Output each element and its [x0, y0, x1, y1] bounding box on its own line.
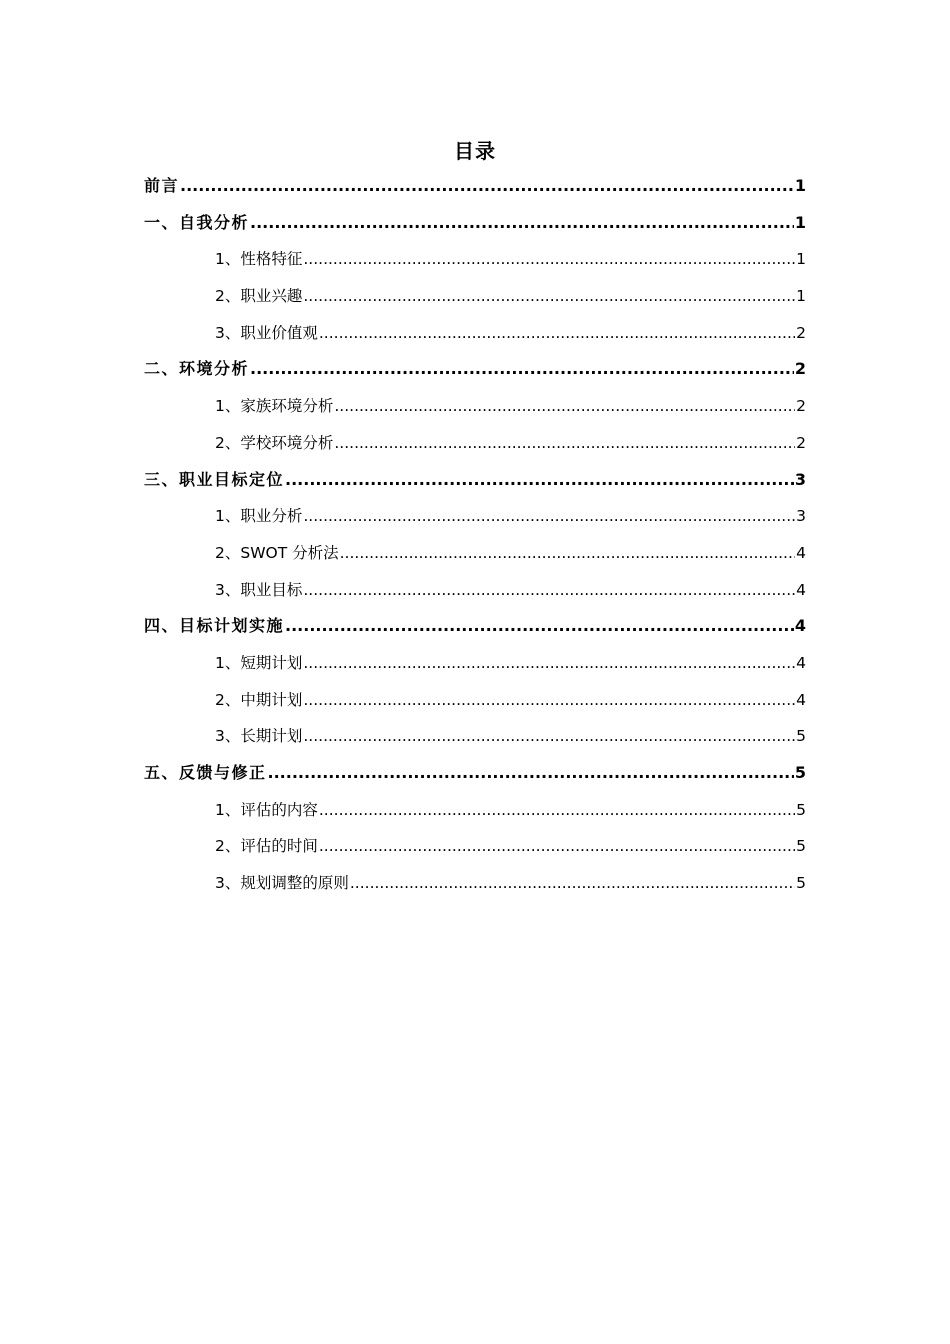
toc-entry-career-values[interactable]: [144, 315, 806, 352]
toc-entry-label: 3、职业价值观: [215, 323, 318, 342]
toc-entry-adjustment-principles[interactable]: [144, 865, 806, 902]
toc-entry-career-interest[interactable]: [144, 278, 806, 315]
toc-dot-leader: [303, 645, 795, 682]
toc-page-number: 4: [796, 690, 806, 709]
toc-dot-leader: [303, 682, 795, 719]
toc-page-number: 2: [796, 323, 806, 342]
toc-entry-career-goal-positioning[interactable]: [144, 462, 806, 499]
toc-entry-label: 三、职业目标定位: [144, 469, 285, 489]
toc-dot-leader: [334, 388, 795, 425]
toc-dot-leader: [303, 718, 795, 755]
toc-page-number: 1: [796, 250, 806, 269]
toc-entry-label: 2、学校环境分析: [215, 433, 334, 452]
toc-entry-label: 1、评估的内容: [215, 800, 318, 819]
toc-page-number: 1: [794, 212, 806, 232]
toc-dot-leader: [340, 535, 796, 572]
toc-entry-label: 1、短期计划: [215, 653, 303, 672]
table-of-contents: [144, 168, 806, 902]
toc-entry-label: 2、职业兴趣: [215, 287, 303, 306]
toc-page-number: 2: [796, 433, 806, 452]
toc-entry-feedback-correction[interactable]: [144, 755, 806, 792]
toc-entry-label: 1、家族环境分析: [215, 397, 334, 416]
toc-page-number: 1: [794, 176, 806, 195]
toc-dot-leader: [285, 462, 794, 499]
toc-page-number: 4: [796, 580, 806, 599]
toc-entry-family-environment[interactable]: [144, 388, 806, 425]
toc-entry-label: 2、评估的时间: [215, 837, 318, 856]
toc-entry-self-analysis[interactable]: [144, 205, 806, 242]
toc-dot-leader: [250, 351, 794, 388]
toc-entry-label: 1、职业分析: [215, 507, 303, 526]
toc-page-number: 5: [796, 727, 806, 746]
toc-page-number: 4: [796, 653, 806, 672]
toc-dot-leader: [180, 168, 794, 205]
toc-entry-label: 3、职业目标: [215, 580, 303, 599]
toc-dot-leader: [303, 278, 795, 315]
toc-dot-leader: [268, 755, 794, 792]
toc-entry-career-goal[interactable]: [144, 572, 806, 609]
toc-dot-leader: [350, 865, 795, 902]
toc-page-number: 2: [796, 397, 806, 416]
toc-page-number: 3: [794, 469, 806, 489]
toc-dot-leader: [303, 498, 795, 535]
toc-entry-label: 四、目标计划实施: [144, 616, 285, 636]
toc-page-number: 3: [796, 507, 806, 526]
toc-page-number: 2: [794, 359, 806, 379]
toc-dot-leader: [303, 572, 795, 609]
toc-page-number: 4: [796, 543, 806, 562]
toc-entry-evaluation-time[interactable]: [144, 828, 806, 865]
toc-entry-label: 2、中期计划: [215, 690, 303, 709]
toc-dot-leader: [250, 205, 794, 242]
toc-entry-label: 前言: [144, 176, 180, 195]
toc-entry-long-term-plan[interactable]: [144, 718, 806, 755]
toc-dot-leader: [319, 792, 795, 829]
toc-page-number: 5: [796, 874, 806, 893]
toc-entry-mid-term-plan[interactable]: [144, 682, 806, 719]
toc-dot-leader: [334, 425, 795, 462]
toc-entry-career-analysis[interactable]: [144, 498, 806, 535]
toc-page-number: 5: [796, 800, 806, 819]
toc-entry-school-environment[interactable]: [144, 425, 806, 462]
toc-entry-environment-analysis[interactable]: [144, 351, 806, 388]
toc-entry-label: 1、性格特征: [215, 250, 303, 269]
toc-entry-label: 3、长期计划: [215, 727, 303, 746]
toc-page-number: 5: [794, 763, 806, 782]
toc-entry-label: 一、自我分析: [144, 212, 250, 232]
toc-page-number: 4: [794, 616, 806, 636]
toc-entry-label: 3、规划调整的原则: [215, 874, 349, 893]
toc-entry-label: 五、反馈与修正: [144, 763, 267, 782]
toc-page-number: 5: [796, 837, 806, 856]
toc-entry-preface[interactable]: [144, 168, 806, 205]
toc-entry-evaluation-content[interactable]: [144, 792, 806, 829]
toc-dot-leader: [319, 315, 795, 352]
toc-page-number: 1: [796, 287, 806, 306]
toc-entry-swot-analysis[interactable]: [144, 535, 806, 572]
toc-dot-leader: [319, 828, 795, 865]
toc-title: 目录: [454, 139, 496, 163]
toc-entry-personality[interactable]: [144, 241, 806, 278]
toc-entry-short-term-plan[interactable]: [144, 645, 806, 682]
toc-entry-plan-implementation[interactable]: [144, 608, 806, 645]
toc-entry-label: 二、环境分析: [144, 359, 250, 379]
toc-entry-label: 2、SWOT 分析法: [215, 543, 339, 562]
toc-dot-leader: [285, 608, 794, 645]
toc-dot-leader: [303, 241, 795, 278]
